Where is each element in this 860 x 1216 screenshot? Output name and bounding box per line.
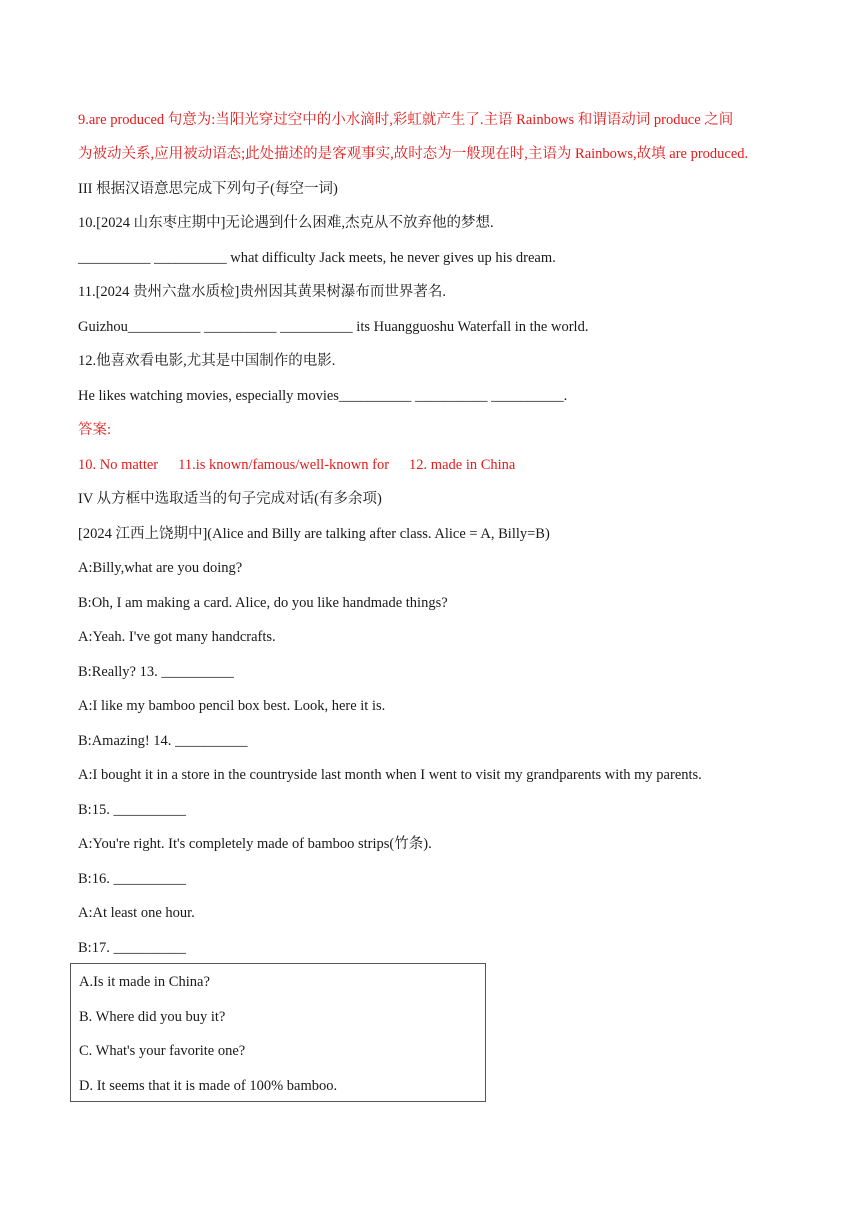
dialogue-line: B:17. __________ [78,940,186,956]
dialogue-line: A:Billy,what are you doing? [78,560,243,576]
answers-10-12 [78,455,515,475]
answer-11: 11.is known/famous/well-known for [178,457,390,473]
answer-10: 10. No matter [78,457,159,473]
option-a: A.Is it made in China? [79,974,210,990]
dialogue-line: B:Really? 13. __________ [78,664,234,680]
question-12-chinese: 12.他喜欢看电影,尤其是中国制作的电影. [78,353,336,369]
section-4-heading: IV 从方框中选取适当的句子完成对话(有多余项) [78,491,382,507]
dialogue-line: B:16. __________ [78,871,186,887]
answer-9-line-2: 为被动关系,应用被动语态;此处描述的是客观事实,故时态为一般现在时,主语为 Rainbows,故填 are produced. [78,146,749,162]
question-10-chinese: 10.[2024 山东枣庄期中]无论遇到什么困难,杰克从不放弃他的梦想. [78,215,494,231]
dialogue-line: B:Oh, I am making a card. Alice, do you like handmade things? [78,595,448,611]
dialogue-line: A:Yeah. I've got many handcrafts. [78,629,276,645]
question-12-english: He likes watching movies, especially movies__________ __________ __________. [78,388,568,404]
answer-9-line-1: 9.are produced 句意为:当阳光穿过空中的小水滴时,彩虹就产生了.主语 Rainbows 和谓语动词 produce 之间 [78,112,734,128]
section-3-heading: III 根据汉语意思完成下列句子(每空一词) [78,181,338,197]
options-box [70,963,486,1102]
question-10-english: __________ __________ what difficulty Jack meets, he never gives up his dream. [78,250,556,266]
question-11-chinese: 11.[2024 贵州六盘水质检]贵州因其黄果树瀑布而世界著名. [78,284,446,300]
option-b: B. Where did you buy it? [79,1009,226,1025]
dialogue-line: B:15. __________ [78,802,186,818]
dialogue-line: A:At least one hour. [78,905,195,921]
dialogue-line: A:You're right. It's completely made of bamboo strips(竹条). [78,836,432,852]
answer-12: 12. made in China [409,457,516,473]
question-11-english: Guizhou__________ __________ __________ its Huangguoshu Waterfall in the world. [78,319,589,335]
answer-label: 答案: [78,422,112,438]
dialogue-line: B:Amazing! 14. __________ [78,733,248,749]
option-c: C. What's your favorite one? [79,1043,246,1059]
section-4-intro: [2024 江西上饶期中](Alice and Billy are talking after class. Alice = A, Billy=B) [78,526,550,542]
dialogue-line: A:I like my bamboo pencil box best. Look, here it is. [78,698,386,714]
option-d: D. It seems that it is made of 100% bamboo. [79,1078,338,1094]
dialogue-line: A:I bought it in a store in the countryside last month when I went to visit my grandparents with my parents. [78,767,702,783]
